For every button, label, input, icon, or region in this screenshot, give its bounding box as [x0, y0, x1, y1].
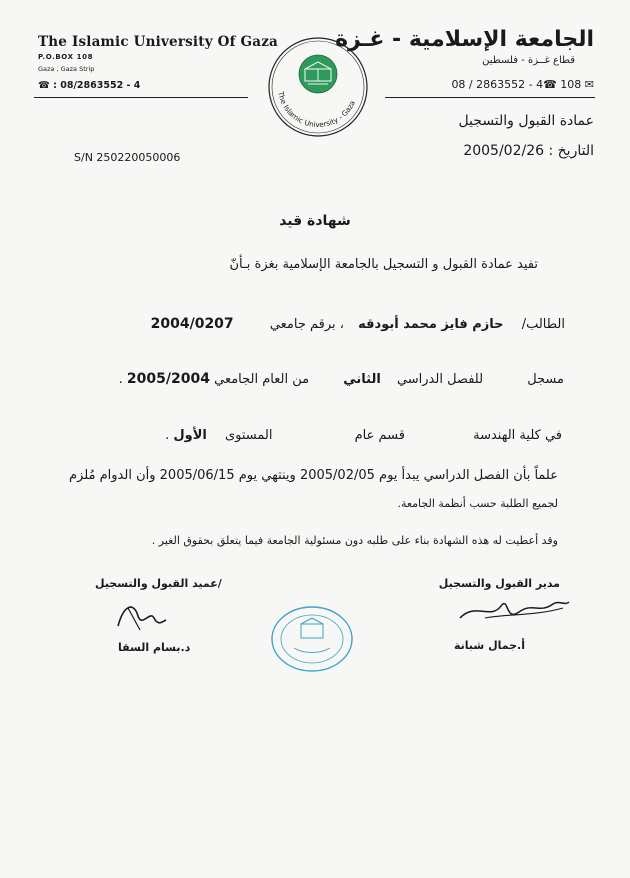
header-rule-left: [34, 97, 248, 98]
header-rule-right: [385, 97, 595, 98]
university-logo: [267, 36, 369, 138]
registrar-name: أ.جمال شبانة: [454, 639, 525, 652]
year-label: من العام الجامعي: [214, 372, 310, 387]
semester-dates-paragraph: علماً بأن الفصل الدراسي يبدأ يوم 2005/02/05 وينتهي يوم 2005/06/15 وأن الدوام مُلزم: [68, 468, 558, 483]
department-name: عمادة القبول والتسجيل: [458, 113, 594, 129]
attendance-paragraph: لجميع الطلبة حسب أنظمة الجامعة.: [397, 497, 558, 510]
student-name: حازم فايز محمد أبودقه: [358, 317, 504, 332]
intro-line: تفيد عمادة القبول و التسجيل بالجامعة الإسلامية بغزة بـأنّ: [229, 257, 538, 272]
dean-signature: [110, 600, 170, 636]
level-value: الأول: [173, 428, 207, 443]
semester-value: الثاني: [343, 372, 381, 387]
po-box: P.O.BOX 108: [38, 53, 94, 61]
serial-number: S/N 250220050006: [74, 151, 181, 164]
student-row: [151, 316, 565, 332]
faculty: في كلية الهندسة: [473, 428, 562, 443]
student-label: الطالب/: [521, 317, 565, 332]
semester-label: للفصل الدراسي: [396, 372, 484, 387]
issue-date: التاريخ : 2005/02/26: [463, 143, 594, 159]
logo-ring-text: The Islamic University - Gaza: [276, 90, 357, 130]
svg-text:The Islamic University - Gaza: [276, 90, 357, 129]
level-label: المستوى: [224, 428, 273, 443]
registrar-title: مدير القبول والتسجيل: [438, 577, 560, 590]
dean-name: د.بسام السقا: [118, 641, 191, 654]
department: قسم عام: [354, 428, 405, 443]
phone-en: ☎ : 08/2863552 - 4: [38, 80, 141, 91]
disclaimer-paragraph: وقد أعطيت له هذه الشهادة بناء على طلبه دون مسئولية الجامعة فيما يتعلق بحقوق الغير .: [151, 534, 558, 547]
phone-ar: 08 / 2863552 - 4☎ 108 ✉: [451, 78, 594, 91]
university-name-en: The Islamic University Of Gaza: [38, 34, 279, 50]
registered-label: مسجل: [527, 372, 564, 387]
reg-number-label: ، برقم جامعي: [269, 317, 344, 332]
official-stamp: [270, 604, 354, 674]
university-name-ar: الجامعة الإسلامية - غـزة: [335, 27, 594, 52]
faculty-row: في كلية الهندسة قسم عام المستوى الأول .: [165, 428, 562, 443]
academic-year: 2005/2004: [126, 371, 210, 387]
reg-number: 2004/0207: [150, 316, 234, 332]
registration-row: مسجل للفصل الدراسي الثاني من العام الجامعي 2005/2004 .: [118, 371, 564, 387]
city-en: Gaza , Gaza Strip: [38, 65, 95, 73]
dean-title: /عميد القبول والتسجيل: [95, 577, 222, 590]
city-ar: قطاع غــزة - فلسطين: [482, 55, 575, 66]
certificate-title: شهادة قيد: [279, 213, 351, 229]
registrar-signature: [455, 588, 575, 628]
